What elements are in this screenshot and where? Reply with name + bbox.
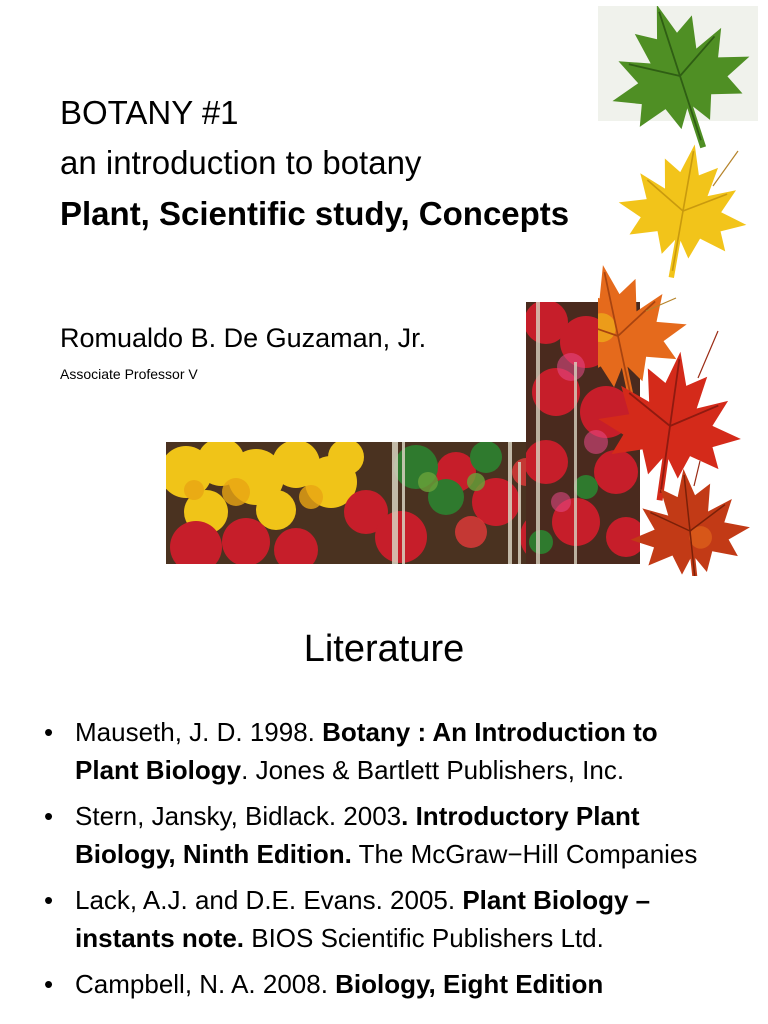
reference-item [0, 713, 768, 789]
reference-item [0, 965, 768, 1003]
reference-item [0, 797, 768, 873]
reference-author-year: Mauseth, J. D. 1998. [75, 717, 323, 747]
maple-leaves-decoration [598, 6, 758, 576]
reference-author-year: Stern, Jansky, Bidlack. 2003 [75, 801, 402, 831]
bullet: • [44, 801, 54, 831]
reference-title: Biology, Eight Edition [335, 969, 604, 999]
literature-slide [0, 585, 768, 1024]
slide-heading: Literature [303, 628, 465, 670]
maple-leaf-icon [607, 133, 758, 288]
maple-leaf-icon [624, 463, 756, 576]
bullet: • [44, 885, 54, 915]
reference-title: . Introductory Plant Biology, Ninth Edition. [75, 801, 640, 869]
title-line-3: Plant, Scientific study, Concepts [60, 195, 570, 232]
reference-author-year: Campbell, N. A. 2008. [75, 969, 336, 999]
reference-title: Plant Biology – instants note. [75, 885, 651, 953]
reference-author-year: Lack, A.J. and D.E. Evans. 2005. [75, 885, 463, 915]
bullet: • [44, 969, 54, 999]
author-name: Romualdo B. De Guzaman, Jr. [60, 323, 427, 353]
reference-publisher: BIOS Scientific Publishers Ltd. [244, 923, 604, 953]
title-line-1: BOTANY #1 [60, 94, 239, 131]
reference-publisher: . Jones & Bartlett Publishers, Inc. [241, 755, 625, 785]
title-line-2: an introduction to botany [60, 144, 422, 181]
reference-list [0, 713, 768, 1011]
reference-publisher: The McGraw−Hill Companies [351, 839, 698, 869]
reference-item [0, 881, 768, 957]
bullet: • [44, 717, 54, 747]
reference-title: Botany : An Introduction to Plant Biology [75, 717, 658, 785]
author-role: Associate Professor V [60, 366, 198, 382]
